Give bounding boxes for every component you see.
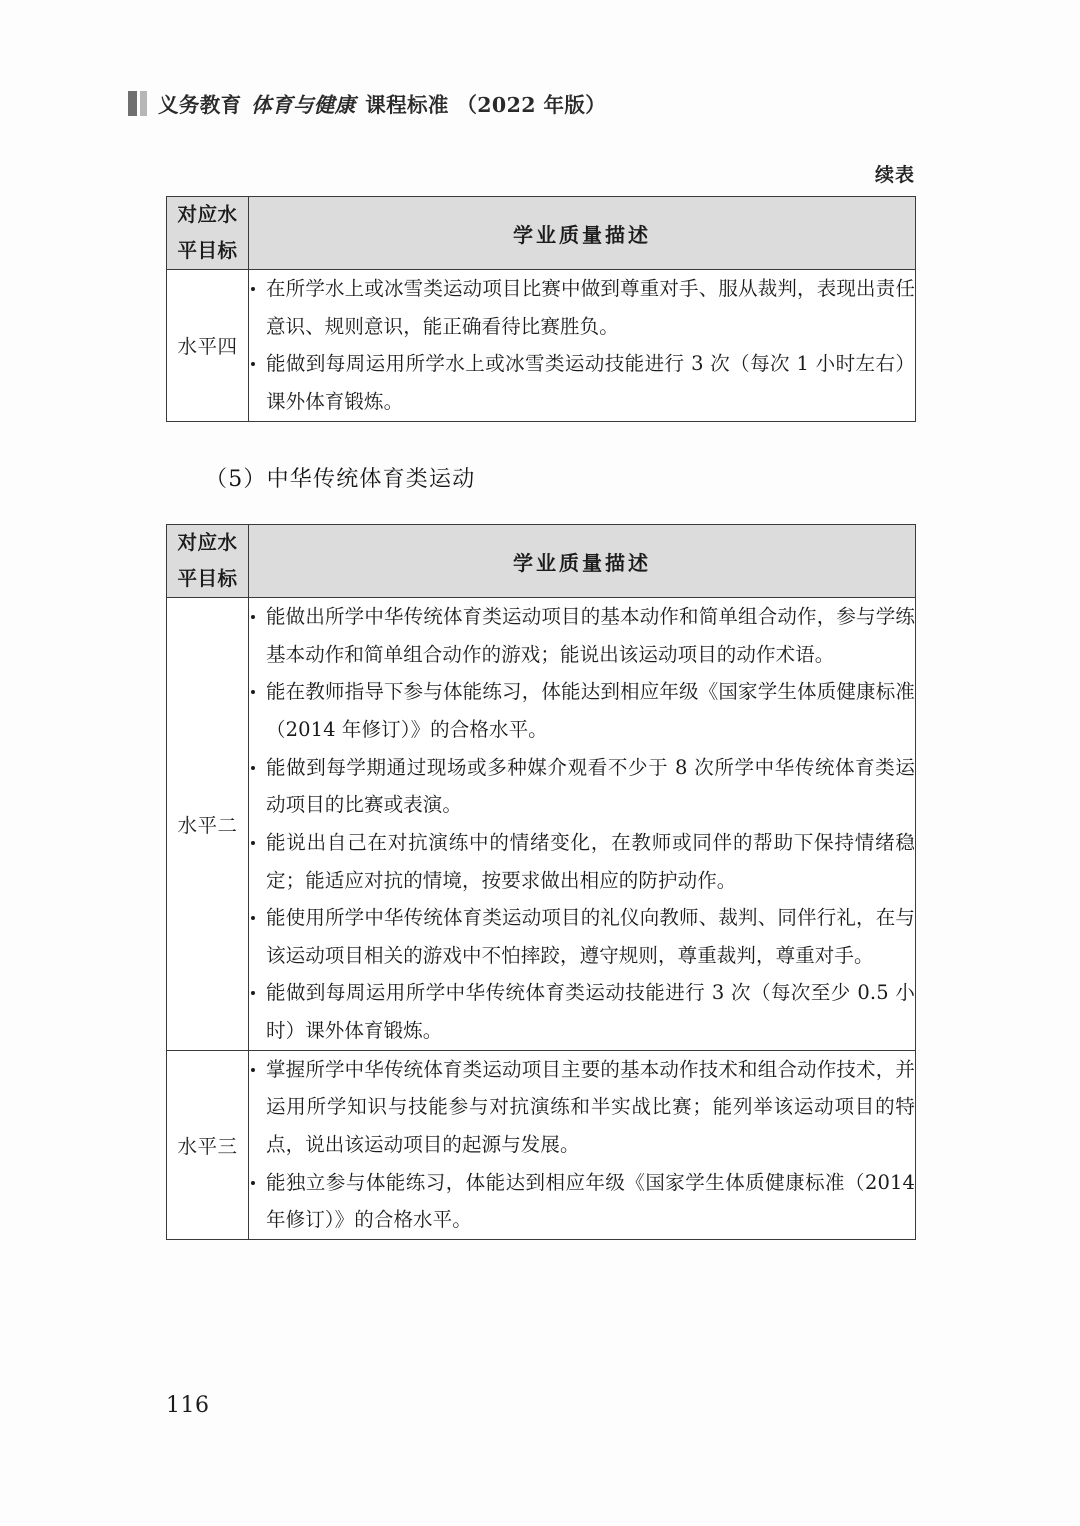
cell-level-value: 水平二 <box>167 598 249 1051</box>
mark-bar-dark-icon <box>128 91 137 116</box>
list-item: 能说出自己在对抗演练中的情绪变化，在教师或同伴的帮助下保持情绪稳定；能适应对抗的情境，按要求做出相应的防护动作。 <box>249 824 915 899</box>
running-head <box>128 88 606 118</box>
list-item: 能做到每学期通过现场或多种媒介观看不少于 8 次所学中华传统体育类运动项目的比赛或表演。 <box>249 749 915 824</box>
column-header-description: 学业质量描述 <box>249 197 916 270</box>
column-header-level <box>167 525 249 598</box>
cell-description <box>249 1050 916 1239</box>
list-item: 能独立参与体能练习，体能达到相应年级《国家学生体质健康标准（2014 年修订）》的合格水平。 <box>249 1164 915 1239</box>
continued-table-label: 续表 <box>874 164 915 186</box>
running-head-suffix: 课程标准 <box>365 93 449 117</box>
column-header-level-line2: 平目标 <box>177 239 238 263</box>
column-header-level <box>167 197 249 270</box>
list-item: 掌握所学中华传统体育类运动项目主要的基本动作技术和组合动作技术，并运用所学知识与技能参与对抗演练和半实战比赛；能列举该运动项目的特点，说出该运动项目的起源与发展。 <box>249 1051 915 1164</box>
bullet-list <box>249 270 915 421</box>
bullet-list <box>249 1051 915 1239</box>
cell-description <box>249 598 916 1051</box>
list-item: 能使用所学中华传统体育类运动项目的礼仪向教师、裁判、同伴行礼，在与该运动项目相关的游戏中不怕摔跤，遵守规则，尊重裁判，尊重对手。 <box>249 899 915 974</box>
running-head-prefix: 义务教育 <box>158 93 242 117</box>
list-item: 在所学水上或冰雪类运动项目比赛中做到尊重对手、服从裁判，表现出责任意识、规则意识，能正确看待比赛胜负。 <box>249 270 915 345</box>
table-header-row <box>167 525 916 598</box>
column-header-level-line2: 平目标 <box>177 567 238 591</box>
column-header-description: 学业质量描述 <box>249 525 916 598</box>
table-row <box>167 1050 916 1239</box>
cell-description <box>249 270 916 422</box>
bullet-list <box>249 598 915 1050</box>
table-row <box>167 598 916 1051</box>
mark-bar-light-icon <box>140 91 147 116</box>
running-head-text <box>158 88 606 118</box>
table-header-row <box>167 197 916 270</box>
list-item: 能在教师指导下参与体能练习，体能达到相应年级《国家学生体质健康标准（2014 年修订）》的合格水平。 <box>249 673 915 748</box>
cell-level-value: 水平四 <box>167 270 249 422</box>
section-heading: （5）中华传统体育类运动 <box>205 467 476 492</box>
table-row <box>167 270 916 422</box>
page-number: 116 <box>166 1393 210 1418</box>
quality-table-traditional-sports <box>166 524 916 1240</box>
list-item: 能做出所学中华传统体育类运动项目的基本动作和简单组合动作，参与学练基本动作和简单组合动作的游戏；能说出该运动项目的动作术语。 <box>249 598 915 673</box>
list-item: 能做到每周运用所学水上或冰雪类运动技能进行 3 次（每次 1 小时左右）课外体育锻炼。 <box>249 345 915 420</box>
column-header-level-line1: 对应水 <box>177 203 238 226</box>
running-head-edition: （2022 年版） <box>456 93 607 117</box>
running-head-mark-icon <box>128 91 147 116</box>
column-header-level-line1: 对应水 <box>177 531 238 554</box>
cell-level-value: 水平三 <box>167 1050 249 1239</box>
quality-table-water-snow <box>166 196 916 422</box>
running-head-italic: 体育与健康 <box>251 93 356 117</box>
list-item: 能做到每周运用所学中华传统体育类运动技能进行 3 次（每次至少 0.5 小时）课外体育锻炼。 <box>249 974 915 1049</box>
